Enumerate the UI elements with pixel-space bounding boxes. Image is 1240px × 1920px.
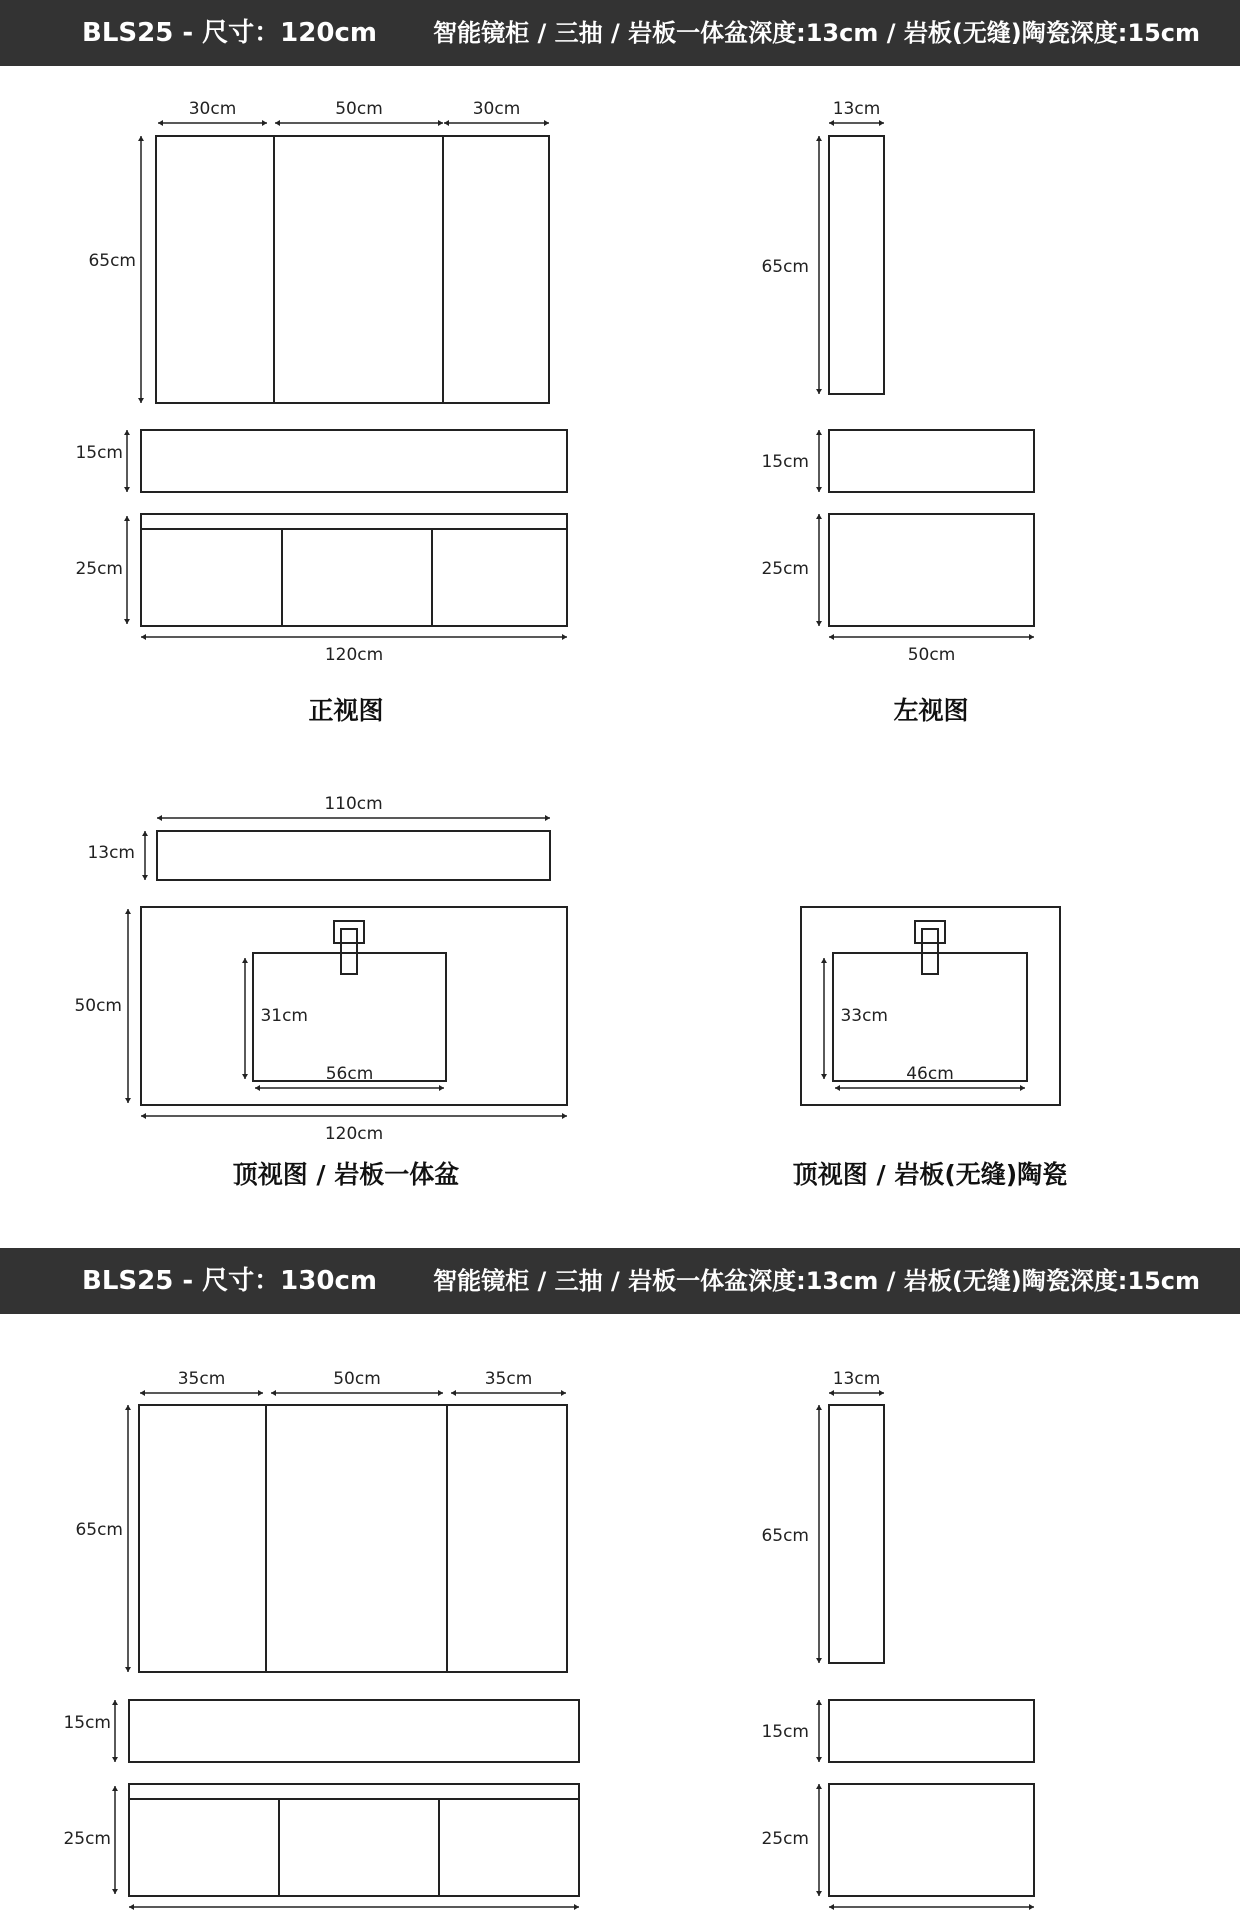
arrow-head xyxy=(438,1390,443,1396)
basin-width-label: 46cm xyxy=(906,1064,954,1084)
arrow-head xyxy=(1029,1904,1034,1910)
arrow-head xyxy=(112,1757,118,1762)
arrow-head xyxy=(242,958,248,963)
arrow-head xyxy=(821,1074,827,1079)
mirror-width-right-label: 35cm xyxy=(484,1369,533,1389)
arrow-head xyxy=(112,1786,118,1791)
mirror-width-left-label: 35cm xyxy=(177,1369,226,1389)
shelf xyxy=(141,430,567,492)
faucet-base xyxy=(334,921,364,943)
basin-depth-label: 31cm xyxy=(260,1006,308,1026)
depth-label: 50cm xyxy=(907,645,956,665)
mirror-height-label: 65cm xyxy=(88,251,136,271)
arrow-head xyxy=(544,120,549,126)
arrow-head xyxy=(112,1700,118,1705)
arrow-head xyxy=(816,1658,822,1663)
mirror-cabinet xyxy=(139,1405,567,1672)
top-view-integrated-caption: 顶视图 / 岩板一体盆 xyxy=(232,1160,460,1189)
shelf-width-label: 110cm xyxy=(324,794,383,814)
arrow-head xyxy=(258,1390,263,1396)
arrow-head xyxy=(438,120,443,126)
arrow-head xyxy=(124,619,130,624)
arrow-head xyxy=(124,516,130,521)
mirror-cabinet-side xyxy=(829,136,884,394)
mirror-depth-label: 13cm xyxy=(832,1369,881,1389)
arrow-head xyxy=(829,1904,834,1910)
mirror-cabinet-side xyxy=(829,1405,884,1663)
arrow-head xyxy=(112,1889,118,1894)
arrow-head xyxy=(158,120,163,126)
arrow-head xyxy=(829,634,834,640)
arrow-head xyxy=(138,136,144,141)
shelf-height-label: 15cm xyxy=(63,1713,111,1733)
shelf-height-label: 15cm xyxy=(75,443,123,463)
model-size-title: BLS25 - 尺寸：130cm xyxy=(82,1266,377,1296)
arrow-head xyxy=(141,1113,146,1119)
top-view-ceramic-caption: 顶视图 / 岩板(无缝)陶瓷 xyxy=(792,1160,1068,1189)
arrow-head xyxy=(829,120,834,126)
mirror-width-center-label: 50cm xyxy=(333,1369,381,1389)
basin-width-label: 56cm xyxy=(325,1064,374,1084)
arrow-head xyxy=(829,1390,834,1396)
vanity-side xyxy=(829,1784,1034,1896)
vanity-height-label: 25cm xyxy=(761,559,809,579)
arrow-head xyxy=(275,120,280,126)
arrow-head xyxy=(262,120,267,126)
arrow-head xyxy=(451,1390,456,1396)
shelf-height-label: 15cm xyxy=(761,452,809,472)
arrow-head xyxy=(545,815,550,821)
arrow-head xyxy=(1020,1085,1025,1091)
vanity-height-label: 25cm xyxy=(63,1829,111,1849)
arrow-head xyxy=(125,909,131,914)
mirror-width-center-label: 50cm xyxy=(335,99,383,119)
mirror-cabinet xyxy=(156,136,549,403)
arrow-head xyxy=(142,831,148,836)
arrow-head xyxy=(821,958,827,963)
basin-depth-label: 33cm xyxy=(840,1006,888,1026)
vanity-cabinet xyxy=(141,514,567,626)
mirror-width-right-label: 30cm xyxy=(472,99,521,119)
arrow-head xyxy=(255,1085,260,1091)
arrow-head xyxy=(816,621,822,626)
arrow-head xyxy=(816,1784,822,1789)
mirror-depth-label: 13cm xyxy=(832,99,881,119)
faucet-base xyxy=(915,921,945,943)
arrow-head xyxy=(562,634,567,640)
arrow-head xyxy=(125,1667,131,1672)
arrow-head xyxy=(816,1700,822,1705)
countertop-depth-label: 50cm xyxy=(74,996,122,1016)
faucet-spout xyxy=(341,929,357,974)
arrow-head xyxy=(140,1390,145,1396)
mirror-height-label: 65cm xyxy=(761,1526,809,1546)
arrow-head xyxy=(125,1405,131,1410)
arrow-head xyxy=(242,1074,248,1079)
vanity-side xyxy=(829,514,1034,626)
faucet-spout xyxy=(922,929,938,974)
shelf-side xyxy=(829,1700,1034,1762)
spec-summary: 智能镜柜 / 三抽 / 岩板一体盆深度:13cm / 岩板(无缝)陶瓷深度:15cm xyxy=(433,1267,1200,1295)
vanity-height-label: 25cm xyxy=(761,1829,809,1849)
arrow-head xyxy=(574,1904,579,1910)
arrow-head xyxy=(816,389,822,394)
arrow-head xyxy=(444,120,449,126)
mirror-height-label: 65cm xyxy=(761,257,809,277)
arrow-head xyxy=(816,430,822,435)
arrow-head xyxy=(157,815,162,821)
arrow-head xyxy=(271,1390,276,1396)
front-view-caption: 正视图 xyxy=(308,696,384,725)
arrow-head xyxy=(1029,634,1034,640)
mirror-width-left-label: 30cm xyxy=(188,99,237,119)
arrow-head xyxy=(124,430,130,435)
arrow-head xyxy=(129,1904,134,1910)
arrow-head xyxy=(816,487,822,492)
arrow-head xyxy=(138,398,144,403)
shelf-depth-label: 13cm xyxy=(87,843,135,863)
spec-summary: 智能镜柜 / 三抽 / 岩板一体盆深度:13cm / 岩板(无缝)陶瓷深度:15cm xyxy=(433,19,1200,47)
arrow-head xyxy=(124,487,130,492)
arrow-head xyxy=(125,1098,131,1103)
arrow-head xyxy=(562,1113,567,1119)
model-size-title: BLS25 - 尺寸：120cm xyxy=(82,18,377,48)
vanity-height-label: 25cm xyxy=(75,559,123,579)
arrow-head xyxy=(561,1390,566,1396)
arrow-head xyxy=(142,875,148,880)
arrow-head xyxy=(816,1405,822,1410)
arrow-head xyxy=(141,634,146,640)
total-width-label: 120cm xyxy=(324,645,384,665)
arrow-head xyxy=(816,514,822,519)
arrow-head xyxy=(816,1757,822,1762)
shelf-side xyxy=(829,430,1034,492)
arrow-head xyxy=(879,120,884,126)
mirror-height-label: 65cm xyxy=(75,1520,123,1540)
arrow-head xyxy=(835,1085,840,1091)
arrow-head xyxy=(879,1390,884,1396)
vanity-cabinet xyxy=(129,1784,579,1896)
left-view-caption: 左视图 xyxy=(893,696,969,725)
shelf xyxy=(129,1700,579,1762)
shelf-top xyxy=(157,831,550,880)
arrow-head xyxy=(816,136,822,141)
total-width-label: 120cm xyxy=(324,1124,384,1144)
shelf-height-label: 15cm xyxy=(761,1722,809,1742)
arrow-head xyxy=(439,1085,444,1091)
arrow-head xyxy=(816,1891,822,1896)
